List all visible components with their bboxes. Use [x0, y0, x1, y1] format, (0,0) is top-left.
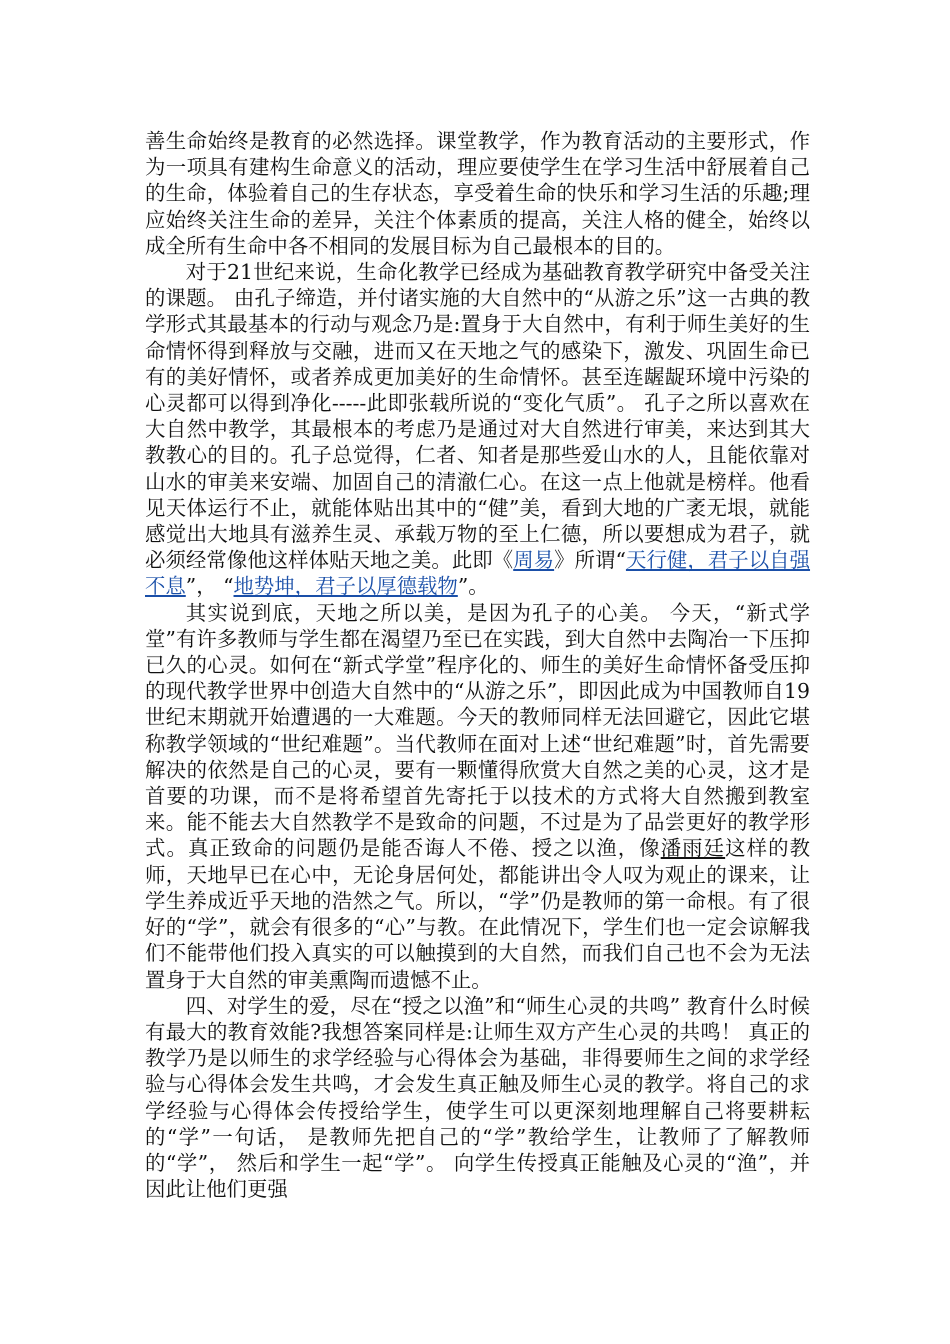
paragraph-2	[145, 259, 810, 600]
zhouyi-link[interactable]: 周易	[513, 548, 555, 573]
paragraph-2-text: 》所谓“	[554, 548, 626, 573]
paragraph-1	[145, 128, 810, 259]
paragraph-3-text: 其实说到底，天地之所以美，是因为孔子的心美。 今天，“新式学堂”有许多教师与学生都在渴望乃至已在实践，到大自然中去陶冶一下压抑已久的心灵。如何在“新式学堂”程序化的、师生的美好生命情怀备受压抑的现代教学世界中创造大自然中的“从游之乐”，即因此成为中国教师自19世纪末期就开始遭遇的一大难题。今天的教师同样无法回避它，因此它堪称教学领域的“世纪难题”。当代教师在面对上述“世纪难题”时，首先需要解决的依然是自己的心灵，要有一颗懂得欣赏大自然之美的心灵，这才是首要的功课，而不是将希望首先寄托于以技术的方式将大自然搬到教室来。能不能去大自然教学不是致命的问题，不过是为了品尝更好的教学形式。真正致命的问题仍是能否诲人不倦、授之以渔，像	[145, 600, 810, 861]
paragraph-4-text: 四、对学生的爱，尽在“授之以渔”和“师生心灵的共鸣” 教育什么时候有最大的教育效能?我想答案同样是:让师生双方产生心灵的共鸣！ 真正的教学乃是以师生的求学经验与心得体会为基础，非得要师生之间的求学经验与心得体会发生共鸣，才会发生真正触及师生心灵的教学。将自己的求学经验与心得体会传授给学生，使学生可以更深刻地理解自己将要耕耘的“学”一句话， 是教师先把自己的“学”教给学生，让教师了了解教师的“学”， 然后和学生一起“学”。 向学生传授真正能触及心灵的“渔”，并因此让他们更强	[145, 993, 810, 1202]
paragraph-1-text: 善生命始终是教育的必然选择。课堂教学，作为教育活动的主要形式，作为一项具有建构生命意义的活动，理应要使学生在学习生活中舒展着自己的生命，体验着自己的生存状态，享受着生命的快乐和学习生活的乐趣;理应始终关注生命的差异，关注个体素质的提高，关注人格的健全，始终以成全所有生命中各不相同的发展目标为自己最根本的目的。	[145, 129, 810, 258]
tianxingjian-link[interactable]: 天行健，君子以自强不息	[145, 548, 811, 599]
pan-yuting-name: 潘雨廷	[660, 836, 726, 861]
dishikun-link[interactable]: 地势坤，君子以厚德载物	[233, 574, 458, 599]
paragraph-2-text: 对于21世纪来说，生命化教学已经成为基础教育教学研究中备受关注的课题。 由孔子缔造，并付诸实施的大自然中的“从游之乐”这一古典的教学形式其最基本的行动与观念乃是:置身于大自然中，有利于师生美好的生命情怀得到释放与交融，进而又在天地之气的感染下，激发、巩固生命已有的美好情怀，或者养成更加美好的生命情怀。甚至连龌龊环境中污染的心灵都可以得到净化-----此即张载所说的“变化气质”。 孔子之所以喜欢在大自然中教学，其最根本的考虑乃是通过对大自然进行审美，来达到其大教教心的目的。孔子总觉得，仁者、知者是那些爱山水的人，且能依靠对山水的审美来安端、加固自己的清澈仁心。在这一点上他就是榜样。他看见天体运行不止，就能体贴出其中的“健”美，看到大地的广袤无垠，就能感觉出大地具有滋养生灵、承载万物的至上仁德，所以要想成为君子，就必须经常像他这样体贴天地之美。此即《	[145, 260, 810, 573]
document-body	[145, 128, 810, 1202]
paragraph-4	[145, 993, 810, 1203]
paragraph-3	[145, 600, 810, 993]
paragraph-2-text: ”， “	[185, 574, 234, 599]
paragraph-2-text: ”。	[457, 574, 489, 599]
paragraph-3-text: 这样的教师，天地早已在心中，无论身居何处，都能讲出令人叹为观止的课来，让学生养成近乎天地的浩然之气。所以，“学”仍是教师的第一命根。有了很好的“学”，就会有很多的“心”与教。在此情况下，学生们也一定会谅解我们不能带他们投入真实的可以触摸到的大自然，而我们自己也不会为无法置身于大自然的审美熏陶而遗憾不止。	[145, 836, 811, 992]
